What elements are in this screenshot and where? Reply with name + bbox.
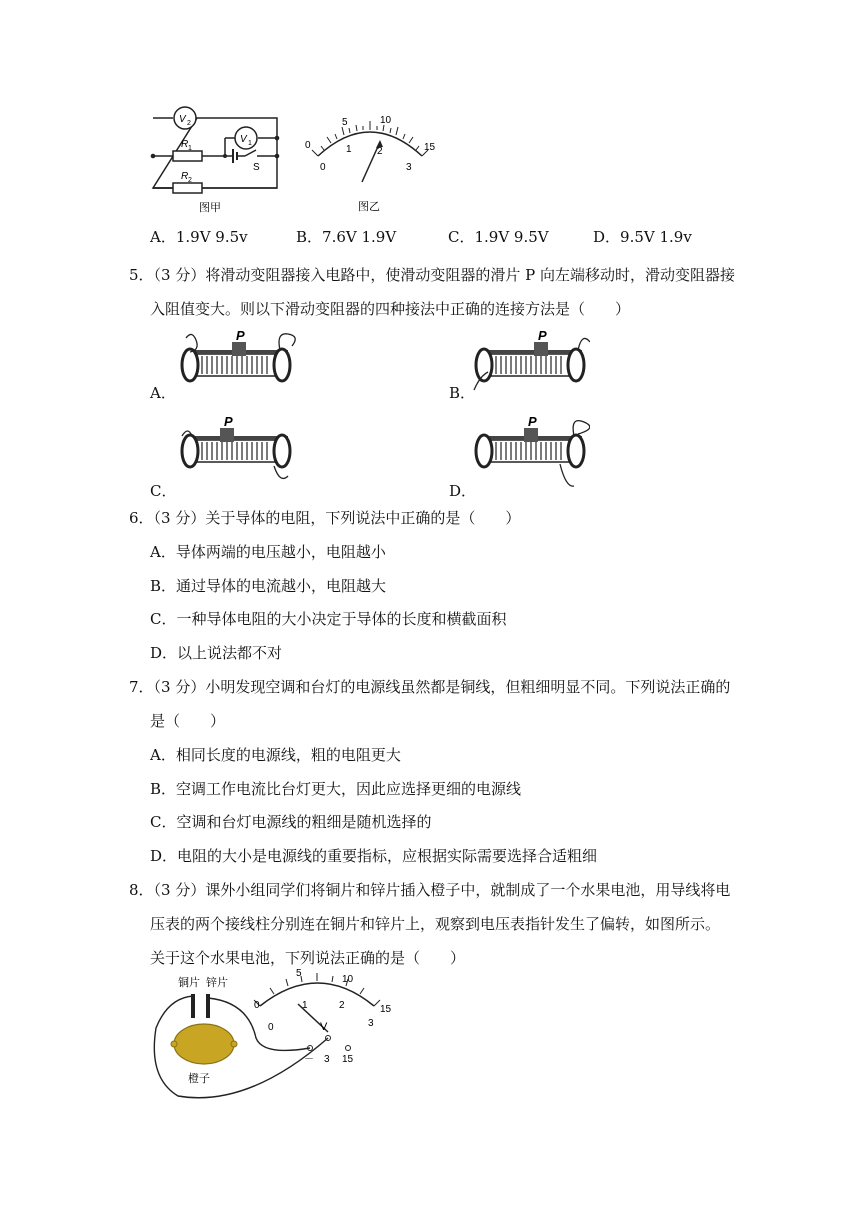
r2-label: R	[181, 171, 189, 182]
svg-text:2: 2	[377, 146, 383, 157]
figure-caption-jia: 图甲	[199, 202, 221, 214]
orange-label: 橙子	[188, 1073, 210, 1085]
svg-text:15: 15	[380, 1004, 392, 1015]
svg-text:P: P	[236, 328, 245, 343]
svg-text:0: 0	[268, 1022, 274, 1033]
svg-text:5: 5	[296, 968, 302, 979]
q5-stem-line2: 入阻值变大。则以下滑动变阻器的四种接法中正确的连接方法是（ ）	[150, 300, 631, 318]
meter-v-label: V	[320, 1021, 328, 1033]
q6-option-b[interactable]: B．通过导体的电流越小，电阻越大	[150, 577, 387, 595]
q7-option-c[interactable]: C．空调和台灯电源线的粗细是随机选择的	[150, 813, 432, 831]
v2-label: V	[179, 114, 186, 125]
terminal-15-label: 15	[342, 1054, 354, 1065]
svg-text:0: 0	[305, 140, 311, 151]
q7-option-a[interactable]: A．相同长度的电源线，粗的电阻更大	[150, 746, 401, 764]
q4-option-b[interactable]: B．7.6V 1.9V	[296, 228, 397, 246]
r1-label: R	[181, 139, 189, 150]
q4-option-d[interactable]: D．9.5V 1.9v	[593, 228, 692, 246]
zinc-label: 锌片	[206, 977, 228, 989]
minus-terminal-label: －	[304, 1054, 314, 1065]
q5-option-d-label[interactable]: D．	[449, 482, 477, 500]
q4-option-c[interactable]: C．1.9V 9.5V	[448, 228, 549, 246]
svg-text:3: 3	[368, 1018, 374, 1029]
q7-stem-line1: 7．（3 分）小明发现空调和台灯的电源线虽然都是铜线，但粗细明显不同。下列说法正确的	[129, 678, 731, 696]
q6-option-a[interactable]: A．导体两端的电压越小，电阻越小	[150, 543, 386, 561]
svg-text:3: 3	[406, 162, 412, 173]
v1-label: V	[240, 134, 247, 145]
rheostat-a-image[interactable]	[176, 328, 296, 396]
svg-text:2: 2	[339, 1000, 345, 1011]
q5-option-c-label[interactable]: C．	[150, 482, 177, 500]
q7-option-b[interactable]: B．空调工作电流比台灯更大，因此应选择更细的电源线	[150, 780, 522, 798]
q8-stem-line2: 压表的两个接线柱分别连在铜片和锌片上，观察到电压表指针发生了偏转，如图所示。	[150, 915, 721, 933]
svg-text:1: 1	[302, 1000, 308, 1011]
q5-option-b-label[interactable]: B．	[449, 384, 476, 402]
q5-option-a-label[interactable]: A．	[150, 384, 176, 402]
q6-stem: 6．（3 分）关于导体的电阻，下列说法中正确的是（ ）	[129, 509, 521, 527]
q6-option-c[interactable]: C．一种导体电阻的大小决定于导体的长度和横截面积	[150, 610, 507, 628]
svg-text:P: P	[528, 414, 537, 429]
fruit-battery-figure	[148, 968, 408, 1108]
q4-option-a[interactable]: A．1.9V 9.5v	[150, 228, 248, 246]
svg-text:10: 10	[380, 115, 392, 126]
rheostat-b-image[interactable]	[470, 328, 590, 396]
svg-text:10: 10	[342, 974, 354, 985]
copper-label: 铜片	[178, 977, 200, 989]
svg-text:0: 0	[320, 162, 326, 173]
figure-caption-yi: 图乙	[358, 201, 380, 213]
q8-stem-line1: 8．（3 分）课外小组同学们将铜片和锌片插入橙子中，就制成了一个水果电池，用导线将电	[129, 881, 731, 899]
rheostat-d-image[interactable]	[470, 414, 590, 494]
svg-text:0: 0	[254, 1000, 260, 1011]
svg-text:P: P	[538, 328, 547, 343]
svg-text:15: 15	[424, 142, 436, 153]
svg-text:P: P	[224, 414, 233, 429]
q8-stem-line3: 关于这个水果电池，下列说法正确的是（ ）	[150, 949, 466, 967]
svg-text:1: 1	[188, 145, 192, 152]
meter-dial-yi	[300, 110, 440, 215]
svg-text:5: 5	[342, 117, 348, 128]
rheostat-c-image[interactable]	[176, 414, 296, 486]
svg-text:2: 2	[188, 177, 192, 184]
switch-label: S	[253, 162, 260, 173]
terminal-3-label: 3	[324, 1054, 330, 1065]
q6-option-d[interactable]: D．以上说法都不对	[150, 644, 283, 662]
circuit-diagram-jia	[145, 100, 285, 215]
q7-stem-line2: 是（ ）	[150, 712, 226, 730]
q7-option-d[interactable]: D．电阻的大小是电源线的重要指标，应根据实际需要选择合适粗细	[150, 847, 598, 865]
svg-text:1: 1	[248, 140, 252, 147]
q5-stem-line1: 5．（3 分）将滑动变阻器接入电路中，使滑动变阻器的滑片 P 向左端移动时，滑动变阻器接	[129, 266, 735, 284]
svg-text:1: 1	[346, 144, 352, 155]
svg-text:2: 2	[187, 120, 191, 127]
